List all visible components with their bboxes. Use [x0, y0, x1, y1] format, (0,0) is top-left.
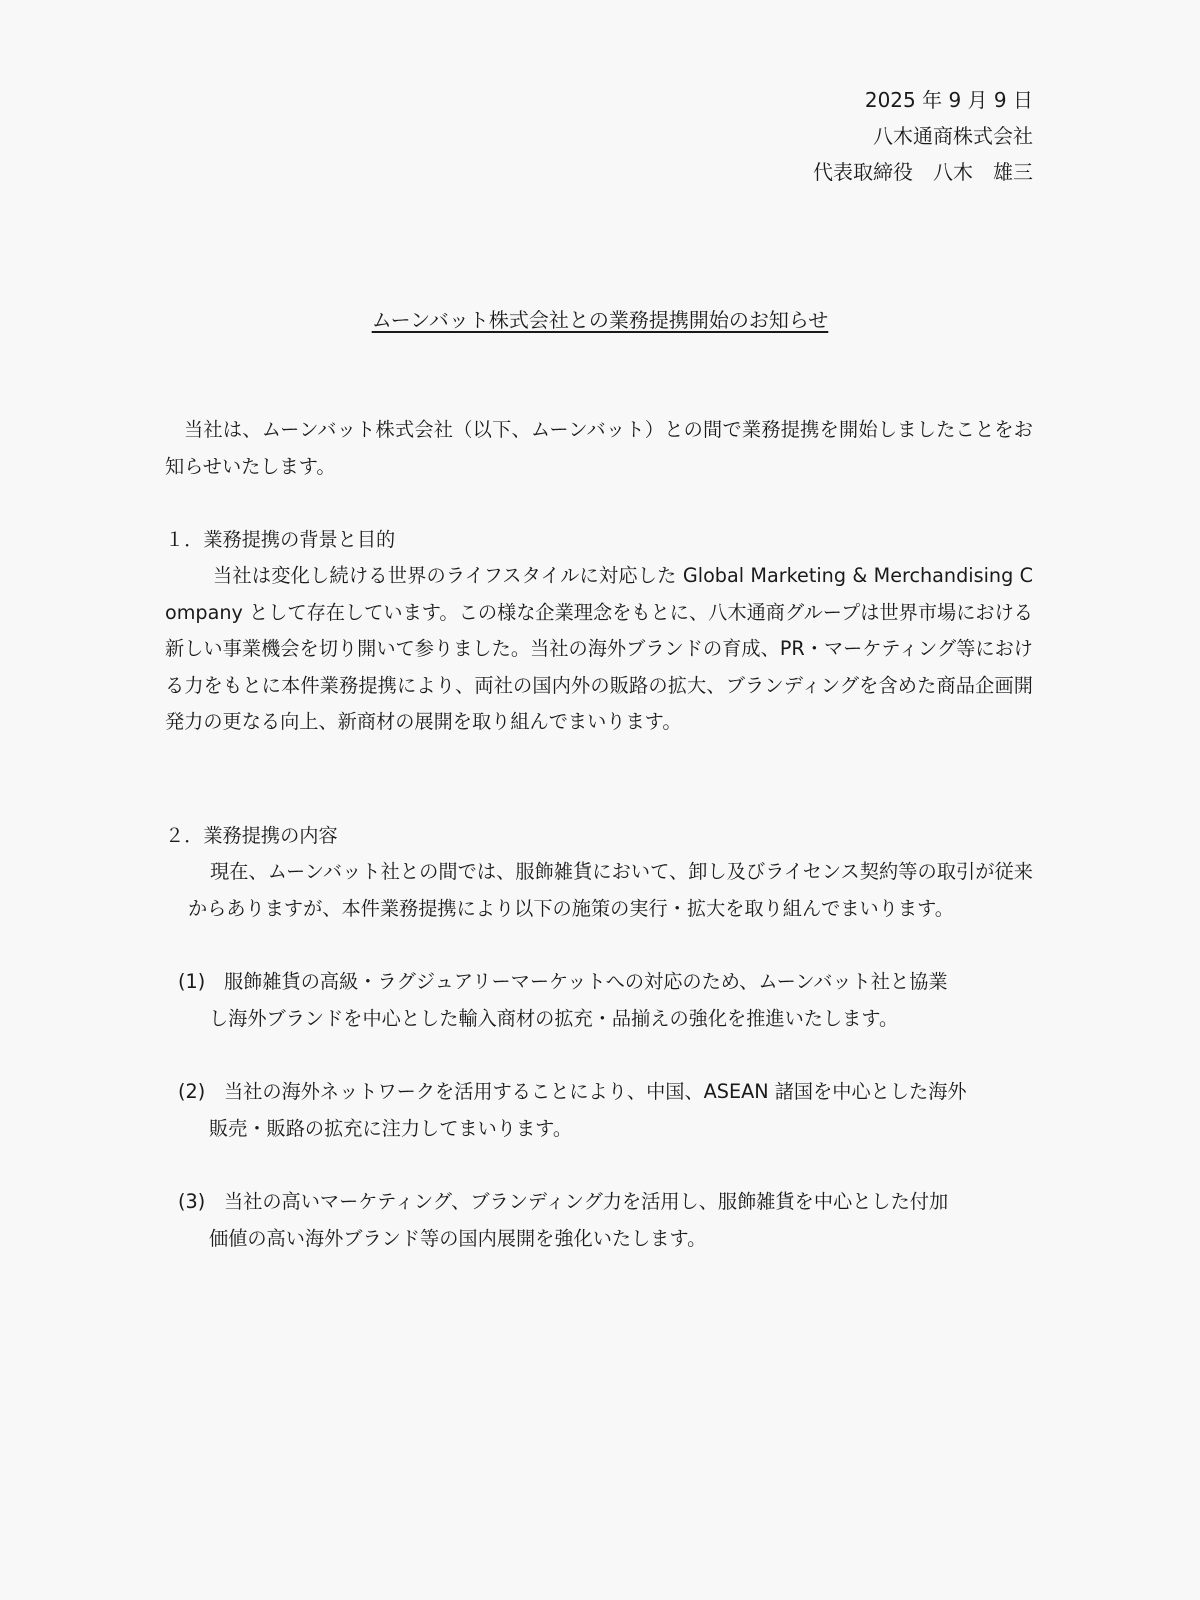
document-title	[0, 302, 1200, 338]
section-2-body: 現在、ムーンバット社との間では、服飾雑貨において、卸し及びライセンス契約等の取引が従来からありますが、本件業務提携により以下の施策の実行・拡大を取り組んでまいります。	[188, 860, 1033, 920]
list-item-line-1: 当社の高いマーケティング、ブランディング力を活用し、服飾雑貨を中心とした付加	[224, 1190, 949, 1213]
list-item-number: (2)	[178, 1080, 206, 1103]
section-2-heading: ２．業務提携の内容	[165, 824, 338, 847]
list-item-text	[209, 1184, 1033, 1257]
list-item-line-2: し海外ブランドを中心とした輸入商材の拡充・品揃えの強化を推進いたします。	[209, 1006, 899, 1030]
company-name: 八木通商株式会社	[873, 124, 1033, 148]
list-item-line-2: 販売・販路の拡充に注力してまいります。	[209, 1116, 573, 1140]
list-item-number: (1)	[178, 970, 206, 993]
list-item-text	[209, 964, 1033, 1037]
list-item-number: (3)	[178, 1190, 206, 1213]
issue-date: 2025 年 9 月 9 日	[864, 88, 1033, 112]
list-item-line-1: 服飾雑貨の高級・ラグジュアリーマーケットへの対応のため、ムーンバット社と協業	[224, 970, 948, 993]
list-item-line-2: 価値の高い海外ブランド等の国内展開を強化いたします。	[209, 1226, 707, 1250]
section-1-body: 当社は変化し続ける世界のライフスタイルに対応した Global Marketing & Merchandising Company として存在しています。この様な企業理念をもとに、八木通商グループは世界市場における新しい事業機会を切り開いて参りました。当社の海外ブランドの育成、PR・マーケティング等における力をもとに本件業務提携により、両社の国内外の販路の拡大、ブランディングを含めた商品企画開発力の更なる向上、新商材の展開を取り組んでまいります。	[165, 564, 1033, 733]
document-title-text: ムーンバット株式会社との業務提携開始のお知らせ	[371, 308, 829, 332]
representative-name: 代表取締役 八木 雄三	[813, 160, 1033, 184]
section-1-heading: １．業務提携の背景と目的	[165, 528, 396, 551]
letter-header	[813, 82, 1033, 190]
intro-paragraph: 当社は、ムーンバット株式会社（以下、ムーンバット）との間で業務提携を開始しましたことをお知らせいたします。	[165, 418, 1033, 478]
list-item-line-1: 当社の海外ネットワークを活用することにより、中国、ASEAN 諸国を中心とした海外	[224, 1080, 967, 1103]
list-item-text	[209, 1074, 1033, 1147]
